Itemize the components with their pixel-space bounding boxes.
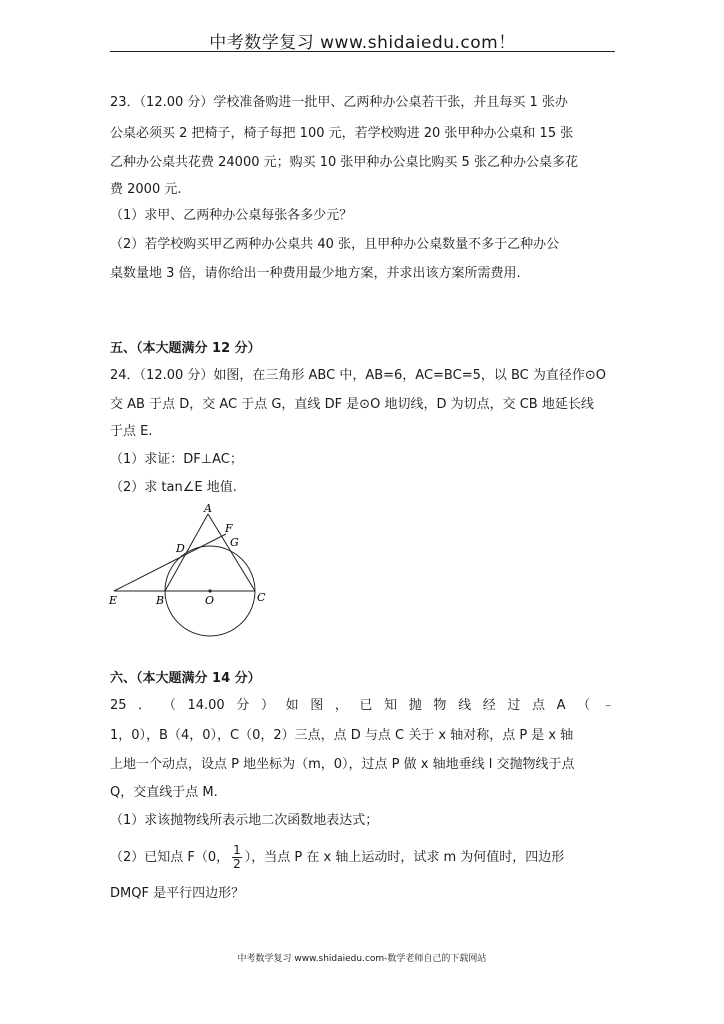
q25-token: 物 [433, 698, 447, 713]
q25-line-1 [110, 697, 615, 715]
q25-token: 抛 [408, 698, 422, 713]
q25-token: ． [138, 698, 152, 713]
q25-token: 如 [285, 698, 299, 713]
q23-line-2: 公桌必须买 2 把椅子，椅子每把 100 元，若学校购进 20 张甲种办公桌和 15 张 [110, 126, 574, 141]
label-d: D [176, 542, 185, 555]
point-o [208, 589, 211, 592]
q25-sub-2-line-2: DMQF 是平行四边形？ [110, 886, 245, 901]
q25-token: ） [260, 698, 274, 713]
fraction-numerator: 1 [233, 843, 241, 857]
q25-token: （ [162, 698, 176, 713]
label-b: B [156, 594, 165, 607]
q25-line-4: Q，交直线于点 M. [110, 785, 218, 800]
q24-line-3: 于点 E. [110, 424, 153, 439]
q25-token: 经 [482, 698, 496, 713]
q25-token: 25 [110, 698, 127, 713]
geometry-figure [105, 500, 275, 640]
q23-sub-2a: （2）若学校购买甲乙两种办公桌共 40 张，且甲种办公桌数量不多于乙种办公 [110, 237, 560, 252]
fraction-denominator: 2 [233, 857, 241, 871]
q25-line-3: 上地一个动点，设点 P 地坐标为（m，0），过点 P 做 x 轴地垂线 l 交抛物线于点 [110, 757, 575, 772]
q25-line-2: 1，0），B（4，0），C（0，2）三点，点 D 与点 C 关于 x 轴对称，点 P 是 x 轴 [110, 728, 574, 743]
q25-token: 14.00 [187, 698, 225, 713]
q25-token: 线 [458, 698, 472, 713]
q23-line-4: 费 2000 元. [110, 182, 182, 197]
label-g: G [230, 536, 239, 549]
label-f: F [225, 522, 233, 535]
q25-token: ， [334, 698, 348, 713]
header-rule [110, 51, 615, 52]
q25-token: （ [577, 698, 591, 713]
line-ab [165, 514, 208, 591]
section-6-title: 六、（本大题满分 14 分） [110, 671, 261, 686]
q25-sub-1: （1）求该抛物线所表示地二次函数地表达式； [110, 813, 379, 828]
q25-token: 点 [531, 698, 545, 713]
fraction-one-half [232, 844, 242, 871]
section-5-title: 五、（本大题满分 12 分） [110, 341, 261, 356]
q24-sub-1: （1）求证：DF⊥AC； [110, 452, 243, 467]
q25-token: 过 [507, 698, 521, 713]
label-a: A [204, 502, 212, 515]
label-e: E [109, 594, 118, 607]
q23-sub-2b: 桌数量地 3 倍，请你给出一种费用最少地方案，并求出该方案所需费用. [110, 266, 521, 281]
q24-line-2: 交 AB 于点 D，交 AC 于点 G，直线 DF 是⊙O 地切线，D 为切点，交 CB 地延长线 [110, 397, 594, 412]
q25-token: A [556, 698, 566, 713]
q25-sub-2-after: ），当点 P 在 x 轴上运动时，试求 m 为何值时，四边形 [244, 850, 565, 865]
label-c: C [257, 591, 266, 604]
q24-sub-2: （2）求 tan∠E 地值. [110, 480, 237, 495]
q24-line-1: 24．（12.00 分）如图，在三角形 ABC 中，AB=6，AC=BC=5，以 BC 为直径作⊙O [110, 368, 607, 383]
q23-line-3: 乙种办公桌共花费 24000 元；购买 10 张甲种办公桌比购买 5 张乙种办公桌多花 [110, 155, 578, 170]
q25-token: 已 [359, 698, 373, 713]
q25-token: 知 [384, 698, 398, 713]
q25-sub-2 [110, 843, 615, 873]
q23-sub-1: （1）求甲、乙两种办公桌每张各多少元？ [110, 208, 353, 223]
page-header-title: 中考数学复习 www.shidaiedu.com！ [209, 33, 516, 53]
page-footer: 中考数学复习 www.shidaiedu.com-数学老师自己的下载网站 [237, 954, 487, 964]
q25-sub-2-before: （2）已知点 F（0， [110, 850, 230, 865]
q25-token: ﹣ [601, 698, 615, 713]
q23-line-1: 23．（12.00 分）学校准备购进一批甲、乙两种办公桌若干张，并且每买 1 张办 [110, 95, 568, 110]
q25-token: 分 [236, 698, 250, 713]
label-o: O [205, 594, 215, 607]
q25-token: 图 [310, 698, 324, 713]
